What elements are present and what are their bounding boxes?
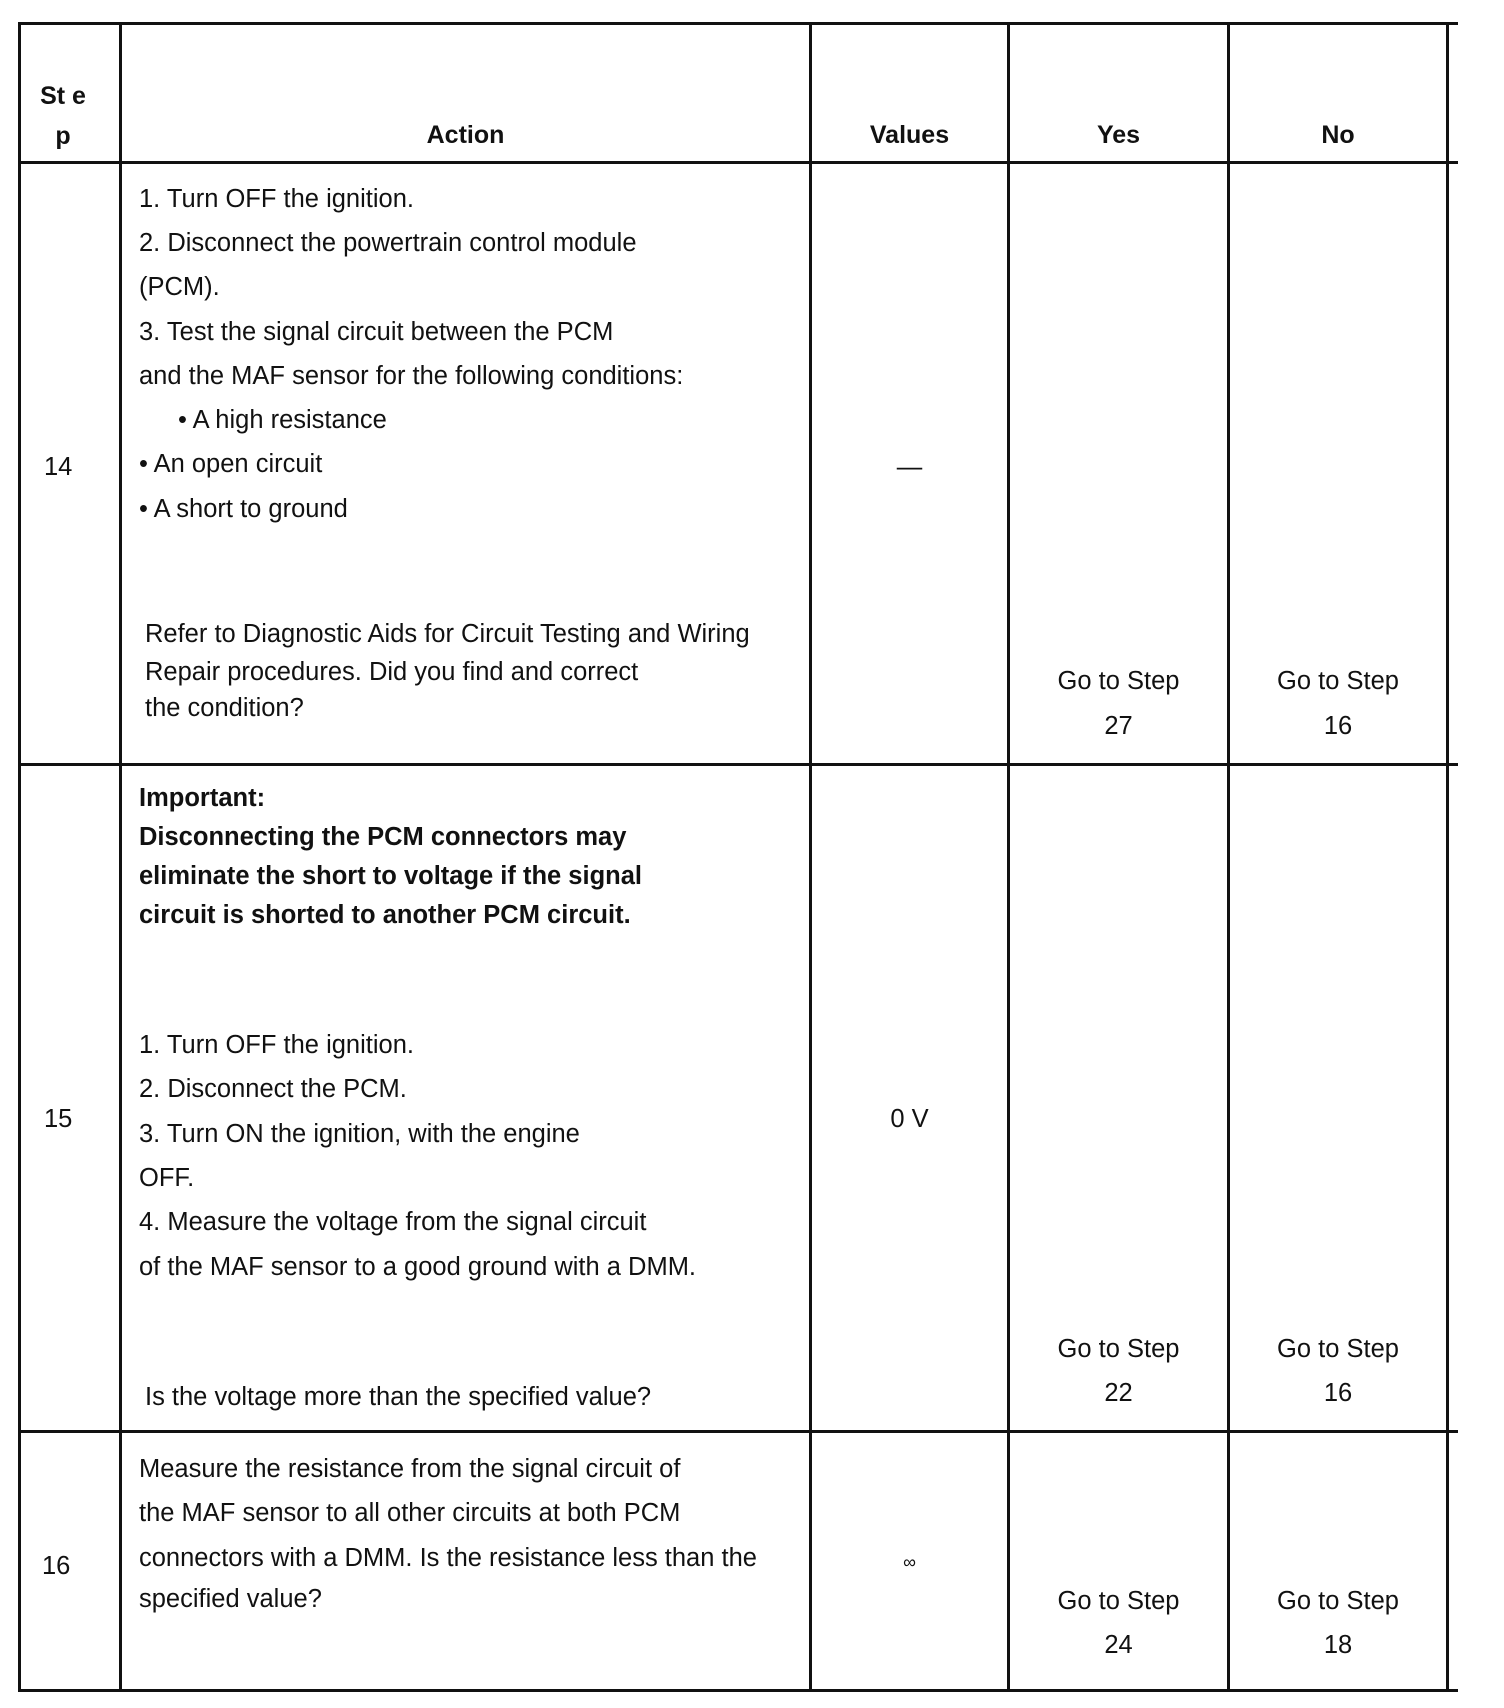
important-note-line: eliminate the short to voltage if the signal bbox=[139, 862, 642, 890]
header-yes: Yes bbox=[1096, 121, 1141, 149]
action-line: connectors with a DMM. Is the resistance less than the bbox=[139, 1544, 757, 1572]
value-cell: 0 V bbox=[890, 1105, 929, 1133]
action-line: (PCM). bbox=[139, 273, 220, 301]
yes-goto-step: 22 bbox=[1104, 1379, 1133, 1407]
value-cell: ∞ bbox=[903, 1552, 916, 1572]
no-goto-label: Go to Step bbox=[1277, 1587, 1399, 1615]
action-line: 2. Disconnect the PCM. bbox=[139, 1075, 407, 1103]
yes-goto-label: Go to Step bbox=[1057, 1335, 1180, 1363]
no-goto-label: Go to Step bbox=[1277, 667, 1399, 695]
header-step: St ep bbox=[40, 82, 86, 150]
yes-goto-label: Go to Step bbox=[1057, 1587, 1180, 1615]
column-divider bbox=[18, 22, 21, 1692]
question-line: Refer to Diagnostic Aids for Circuit Testing and Wiring bbox=[145, 620, 750, 648]
condition-bullet: • A short to ground bbox=[139, 495, 348, 523]
important-note-line: Disconnecting the PCM connectors may bbox=[139, 823, 627, 851]
step-number: 14 bbox=[44, 453, 73, 481]
no-goto-step: 18 bbox=[1323, 1631, 1353, 1659]
header-values: Values bbox=[869, 121, 950, 149]
action-line: 3. Turn ON the ignition, with the engine bbox=[139, 1120, 580, 1148]
column-divider bbox=[1227, 22, 1230, 1692]
condition-bullet: • An open circuit bbox=[139, 450, 323, 478]
table-border-top bbox=[18, 22, 1458, 25]
yes-goto-step: 27 bbox=[1104, 712, 1133, 740]
value-cell: — bbox=[896, 453, 923, 481]
yes-goto-step: 24 bbox=[1104, 1631, 1133, 1659]
step-number: 15 bbox=[44, 1105, 73, 1133]
row-divider bbox=[18, 763, 1458, 766]
action-line: 2. Disconnect the powertrain control module bbox=[139, 229, 637, 257]
step-number: 16 bbox=[42, 1552, 71, 1580]
action-line: the MAF sensor to all other circuits at both PCM bbox=[139, 1499, 681, 1527]
table-border-bottom bbox=[18, 1689, 1458, 1692]
important-note-line: circuit is shorted to another PCM circuit. bbox=[139, 901, 631, 929]
question-line: the condition? bbox=[145, 694, 304, 722]
question-line: Repair procedures. Did you find and correct bbox=[145, 658, 639, 686]
action-line: 4. Measure the voltage from the signal circuit bbox=[139, 1208, 647, 1236]
action-line: 3. Test the signal circuit between the PCM bbox=[139, 318, 614, 346]
header-no: No bbox=[1321, 121, 1355, 149]
row-divider bbox=[18, 1430, 1458, 1433]
action-line: Measure the resistance from the signal circuit of bbox=[139, 1455, 681, 1483]
column-divider bbox=[119, 22, 122, 1692]
question-line: Is the voltage more than the specified value? bbox=[145, 1383, 652, 1411]
condition-bullet: • A high resistance bbox=[178, 406, 387, 434]
no-goto-step: 16 bbox=[1323, 1379, 1353, 1407]
important-heading: Important: bbox=[139, 784, 266, 812]
action-line: specified value? bbox=[139, 1585, 322, 1613]
column-divider bbox=[1007, 22, 1010, 1692]
action-line: 1. Turn OFF the ignition. bbox=[139, 185, 414, 213]
yes-goto-label: Go to Step bbox=[1057, 667, 1180, 695]
diagnostic-table bbox=[18, 22, 1458, 1692]
action-line: 1. Turn OFF the ignition. bbox=[139, 1031, 414, 1059]
header-divider bbox=[18, 161, 1458, 164]
action-line: and the MAF sensor for the following conditions: bbox=[139, 362, 684, 390]
column-divider bbox=[809, 22, 812, 1692]
header-action: Action bbox=[426, 121, 505, 149]
no-goto-label: Go to Step bbox=[1277, 1335, 1399, 1363]
action-line: OFF. bbox=[139, 1164, 195, 1192]
no-goto-step: 16 bbox=[1323, 712, 1353, 740]
column-divider bbox=[1446, 22, 1449, 1692]
action-line: of the MAF sensor to a good ground with a DMM. bbox=[139, 1253, 697, 1281]
